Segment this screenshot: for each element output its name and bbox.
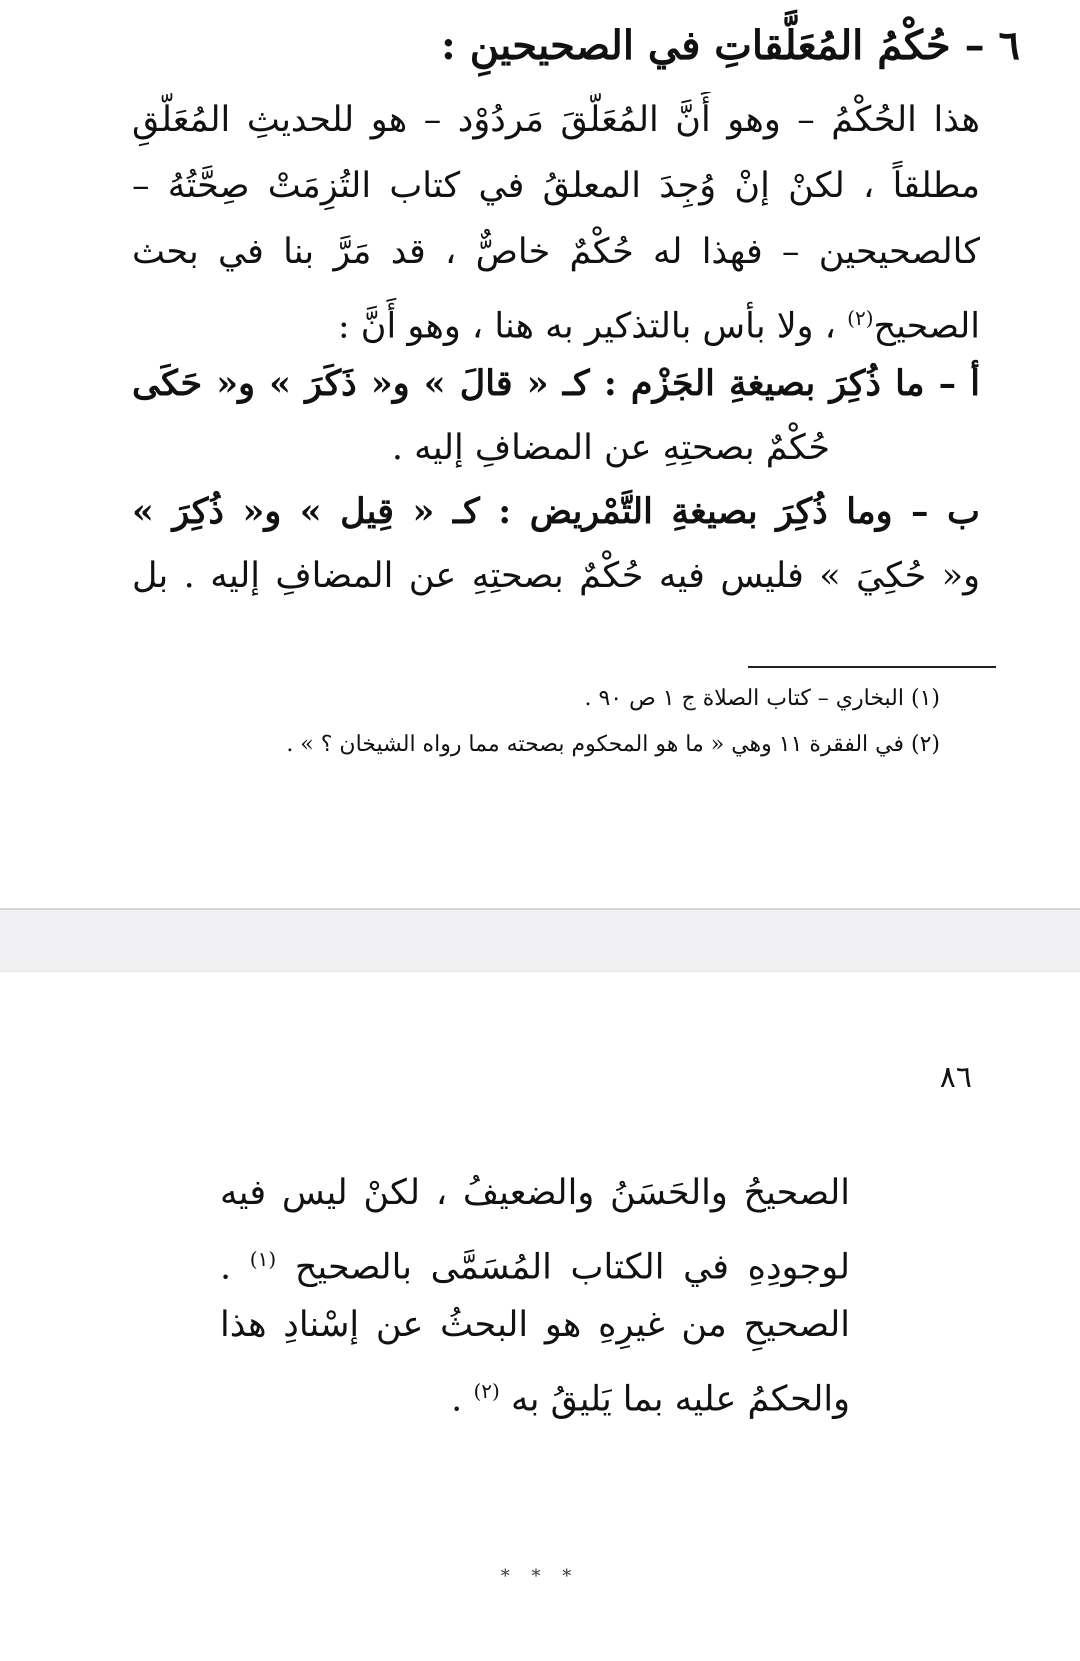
item-b-line-1: ب – وما ذُكِرَ بصيغةِ التَّمْريض : كـ « قِيل » و« ذُكِرَ » bbox=[132, 491, 980, 532]
footnote-ref-2b: (٢) bbox=[473, 1379, 500, 1403]
section-ornament: * * * bbox=[500, 1566, 580, 1587]
footnote-divider bbox=[748, 666, 996, 668]
paragraph-line-2: مطلقاً ، لكنْ إنْ وُجِدَ المعلقُ في كتاب التُزِمَتْ صِحَّتُهُ – bbox=[132, 166, 980, 206]
item-a-line-1: أ – ما ذُكِرَ بصيغةِ الجَزْم : كـ « قالَ » و« ذَكَرَ » و« حَكَى bbox=[132, 363, 980, 404]
paragraph-line-3: كالصحيحين – فهذا له حُكْمٌ خاصٌّ ، قد مَرَّ بنا في بحث bbox=[132, 232, 980, 272]
footnote-1: (١) البخاري – كتاب الصلاة ج ١ ص ٩٠ . bbox=[584, 686, 940, 711]
paragraph2-line-4-start: والحكمُ عليه بما يَليقُ به bbox=[510, 1379, 850, 1420]
footnote-2: (٢) في الفقرة ١١ وهي « ما هو المحكوم بصحته مما رواه الشيخان ؟ » . bbox=[286, 732, 940, 757]
section-heading: ٦ – حُكْمُ المُعَلَّقاتِ في الصحيحينِ : bbox=[441, 22, 1020, 69]
footnote-ref-1: (١) bbox=[249, 1247, 277, 1271]
paragraph-line-4-rest: ، ولا بأس بالتذكير به هنا ، وهو أَنَّ : bbox=[337, 306, 836, 346]
item-b-line-2: و« حُكِيَ » فليس فيه حُكْمٌ بصحتِهِ عن المضافِ إليه . بل bbox=[132, 556, 980, 596]
paragraph-line-1: هذا الحُكْمُ – وهو أَنَّ المُعَلَّقَ مَردُوْد – هو للحديثِ المُعَلَّقِ bbox=[132, 100, 980, 140]
page-number: ٨٦ bbox=[939, 1060, 972, 1095]
paragraph2-line-1: الصحيحُ والحَسَنُ والضعيفُ ، لكنْ ليس فيه bbox=[220, 1173, 850, 1213]
paragraph2-line-2-start: لوجودِهِ في الكتاب المُسَمَّى بالصحيح bbox=[294, 1247, 850, 1288]
item-a-line-2: حُكْمٌ بصحتِهِ عن المضافِ إليه . bbox=[391, 428, 830, 468]
paragraph2-line-4-end: . bbox=[451, 1379, 463, 1420]
paragraph-line-4 bbox=[132, 290, 980, 346]
paragraph2-line-3: الصحيحِ من غيرِهِ هو البحثُ عن إسْنادِ هذا bbox=[220, 1305, 850, 1345]
footnote-ref-2: (٢) bbox=[847, 306, 874, 330]
paragraph2-line-4 bbox=[220, 1362, 850, 1420]
paragraph2-line-2-rest: . bbox=[220, 1247, 232, 1288]
page-separator bbox=[0, 908, 1080, 972]
paragraph2-line-2 bbox=[220, 1230, 850, 1288]
paragraph-line-4-start: الصحيح bbox=[873, 306, 980, 346]
